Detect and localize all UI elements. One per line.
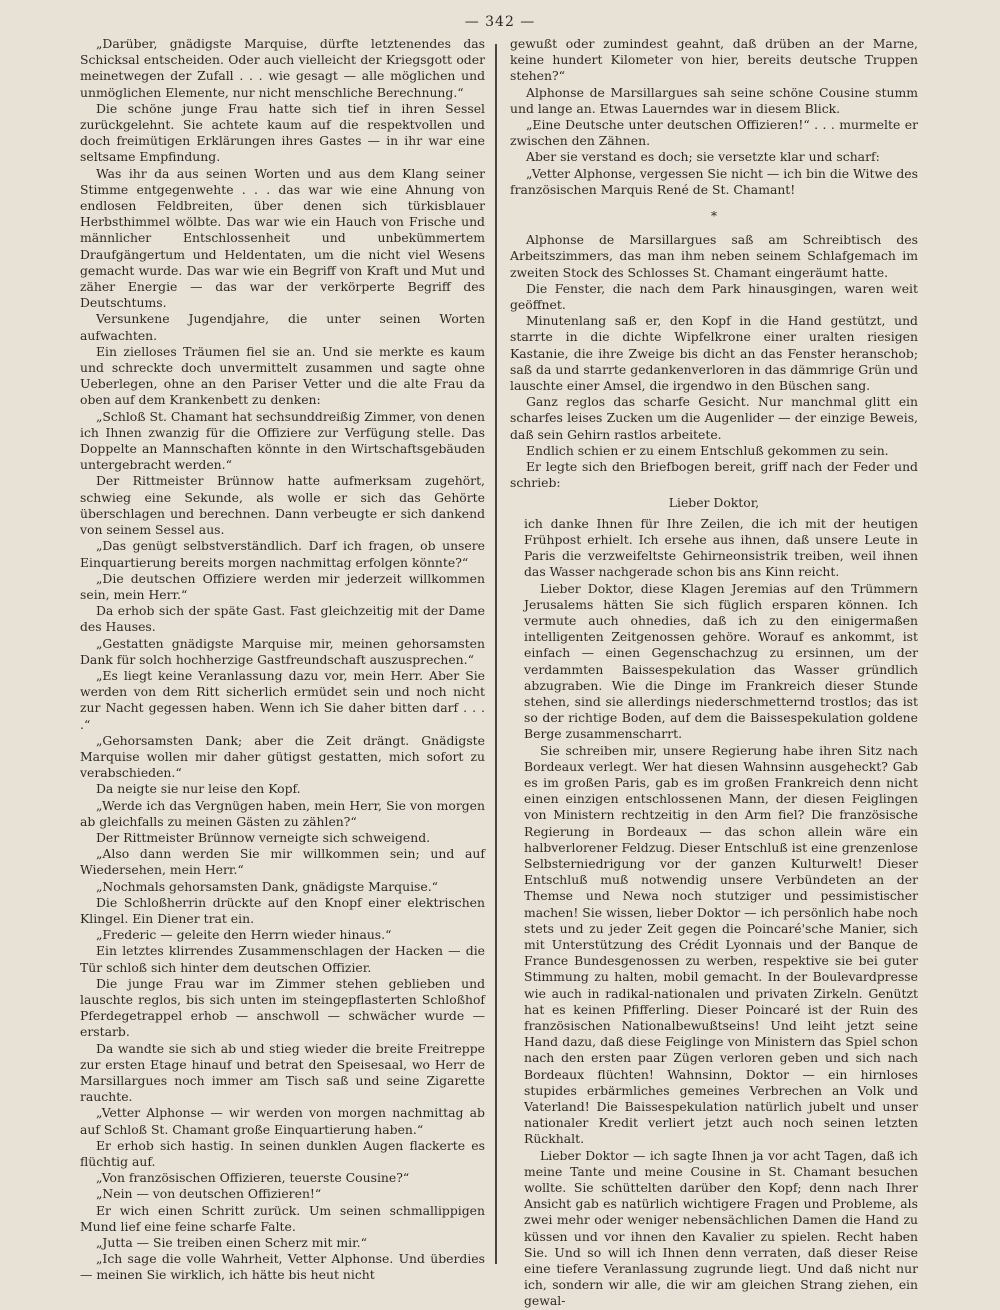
column-divider-rule bbox=[495, 44, 497, 1264]
paragraph: „Darüber, gnädigste Marquise, dürfte letztenendes das Schicksal entscheiden. Oder auch vielleicht der Kriegsgott oder meinetwegen der Zufall . . . wie gesagt — alle möglichen und unmöglichen Elemente, nur nicht menschliche Berechnung.“ bbox=[80, 36, 485, 100]
paragraph: Endlich schien er zu einem Entschluß gekommen zu sein. bbox=[526, 442, 889, 458]
paragraph: Die Schloßherrin drückte auf den Knopf einer elektrischen Klingel. Ein Diener trat ein. bbox=[80, 894, 485, 926]
paragraph: Lieber Doktor, diese Klagen Jeremias auf den Trümmern Jerusalems hätten Sie sich füglich ersparen können. Ich vermute auch ohnedies, daß ich zu den einigermaßen intelligenten Zeitgenossen gehöre. Worauf es ankommt, ist einfach — einen Gegenschachzug zu ersinnen, um der verdammten Baissespekulation das Wasser gründlich abzugraben. Wie die Dinge im Frankreich dieser Stunde stehen, sind sie allerdings niederschmetternd trostlos; das ist so der richtige Boden, auf dem die Baissespekulation goldene Berge zusammenscharrt. bbox=[524, 580, 918, 742]
paragraph: „Vetter Alphonse — wir werden von morgen nachmittag ab auf Schloß St. Chamant große Einquartierung haben.“ bbox=[80, 1105, 485, 1137]
paragraph: „Jutta — Sie treiben einen Scherz mit mir.“ bbox=[96, 1235, 367, 1251]
paragraph: Sie schreiben mir, unsere Regierung habe ihren Sitz nach Bordeaux verlegt. Wer hat diesen Wahnsinn ausgeheckt? Gab es im großen Paris, gab es im großen Frankreich denn nicht einen einzigen entschlossenen Mann, der diesen Feiglingen von Ministern rechtzeitig in den Arm fiel? Die französische Regierung in Bordeaux — das schon allein wäre ein halbverlorener Feldzug. Dieser Entschluß ist eine grenzenlose Selbsterniedrigung vor der ganzen Kulturwelt! Dieser Entschluß muß notwendig unsere Verbündeten an der Themse und Newa noch stutziger und pessimistischer machen! Sie wissen, lieber Doktor — ich persönlich habe noch stets und zu jeder Zeit gegen die Poincaré'sche Manier, sich mit Unterstützung des Crédit Lyonnais und der Banque de France Bundesgenossen zu werben, respektive sie bei guter Stimmung zu halten, mobil gemacht. In der Boulevardpresse wie auch in radikal-nationalen und privaten Zirkeln. Genützt hat es keinen Pfifferling. Dieser Poincaré ist der Ruin des französischen Nationalbewußtseins! Und leiht jetzt seine Hand dazu, daß diese Feiglinge von Ministern das Spiel schon nach den ersten paar Zügen verloren geben und sich nach Bordeaux flüchten! Wahnsinn, Doktor — ein hirnloses stupides erbärmliches gemeines Verbrechen an Volk und Vaterland! Die Baissespekulation natürlich jubelt und unser nationaler Kredit verliert jetzt auch noch seinen letzten Rückhalt. bbox=[524, 742, 918, 1147]
paragraph: Alphonse de Marsillargues saß am Schreibtisch des Arbeitszimmers, das man ihm neben seinem Schlafgemach im zweiten Stock des Schlosses St. Chamant eingeräumt hatte. bbox=[510, 232, 918, 280]
paragraph: „Also dann werden Sie mir willkommen sein; und auf Wiedersehen, mein Herr.“ bbox=[80, 846, 485, 878]
right-column bbox=[510, 36, 918, 1310]
paragraph: Lieber Doktor — ich sagte Ihnen ja vor acht Tagen, daß ich meine Tante und meine Cousine in St. Chamant besuchen wollte. Sie schüttelten darüber den Kopf; denn nach Ihrer Ansicht gab es natürlich wichtigere Fragen und Probleme, als zwei mehr oder weniger nebensächlichen Damen die Hand zu küssen und vor ihnen den Kavalier zu spielen. Recht haben Sie. Und so will ich Ihnen denn verraten, daß dieser Reise eine tiefere Veranlassung zugrunde liegt. Und daß nicht nur ich, sondern wir alle, die wir am gleichen Strang ziehen, ein gewal- bbox=[524, 1147, 918, 1309]
letter-body bbox=[510, 516, 918, 1310]
paragraph: Die schöne junge Frau hatte sich tief in ihren Sessel zurückgelehnt. Sie achtete kaum auf die respektvollen und doch freimütigen Erklärungen ihres Gastes — in ihr war eine seltsame Empfindung. bbox=[80, 100, 485, 165]
paragraph: „Es liegt keine Veranlassung dazu vor, mein Herr. Aber Sie werden von dem Ritt sicherlich ermüdet sein und noch nicht zur Nacht gegessen haben. Wenn ich Sie daher bitten darf . . . .“ bbox=[80, 667, 485, 732]
paragraph: Was ihr da aus seinen Worten und aus dem Klang seiner Stimme entgegenwehte . . . das war wie eine Ahnung von endlosen Feldbreiten, über denen sich türkisblauer Herbsthimmel wölbte. Das war wie ein Hauch von Frische und männlicher Entschlossenheit und unbekümmertem Draufgängertum und Heldentaten, um die nicht viel Wesens gemacht wurde. Das war wie ein Begriff von Kraft und Mut und zäher Energie — das war der verkörperte Begriff des Deutschtums. bbox=[80, 165, 485, 311]
paragraph: Ganz reglos das scharfe Gesicht. Nur manchmal glitt ein scharfes leises Zucken um die Augenlider — der einzige Beweis, daß sein Gehirn rastlos arbeitete. bbox=[510, 394, 918, 442]
paragraph: „Nochmals gehorsamsten Dank, gnädigste Marquise.“ bbox=[96, 878, 439, 894]
paragraph: „Vetter Alphonse, vergessen Sie nicht — ich bin die Witwe des französischen Marquis René de St. Chamant! bbox=[510, 165, 918, 197]
paragraph: Minutenlang saß er, den Kopf in die Hand gestützt, und starrte in die dichte Wipfelkrone einer uralten riesigen Kastanie, die ihre Zweige bis dicht an das Fenster heranschob; saß da und starrte gedankenverloren in das dämmrige Grün und lauschte einer Amsel, die irgendwo in den Büschen sang. bbox=[510, 313, 918, 394]
page-number: — 342 — bbox=[464, 14, 536, 30]
paragraph: „Die deutschen Offiziere werden mir jederzeit willkommen sein, mein Herr.“ bbox=[80, 570, 485, 602]
paragraph: „Nein — von deutschen Offizieren!“ bbox=[96, 1186, 322, 1202]
paragraph: „Werde ich das Vergnügen haben, mein Herr, Sie von morgen ab gleichfalls zu meinen Gästen zu zählen?“ bbox=[80, 797, 485, 829]
paragraph: „Schloß St. Chamant hat sechsunddreißig Zimmer, von denen ich Ihnen zwanzig für die Offiziere zur Verfügung stelle. Das Doppelte an Mannschaften könnte in den Wirtschaftsgebäuden untergebracht werden.“ bbox=[80, 408, 485, 473]
paragraph: „Von französischen Offizieren, teuerste Cousine?“ bbox=[96, 1170, 410, 1186]
paragraph: ich danke Ihnen für Ihre Zeilen, die ich mit der heutigen Frühpost erhielt. Ich ersehe aus ihnen, daß unsere Leute in Paris die verzweifeltste Gehirneonsistrik treiben, weil ihnen das Wasser nachgerade schon bis ans Kinn reicht. bbox=[524, 515, 918, 580]
paragraph: Ein zielloses Träumen fiel sie an. Und sie merkte es kaum und schreckte doch unvermittelt zusammen und sagte ohne Ueberlegen, ohne an den Pariser Vetter und die alte Frau da oben auf dem Krankenbett zu denken: bbox=[80, 343, 485, 408]
paragraph: Er legte sich den Briefbogen bereit, griff nach der Feder und schrieb: bbox=[510, 459, 918, 491]
paragraph: Da erhob sich der späte Gast. Fast gleichzeitig mit der Dame des Hauses. bbox=[80, 603, 485, 635]
paragraph: Der Rittmeister Brünnow verneigte sich schweigend. bbox=[96, 829, 431, 845]
right-column-middle bbox=[510, 232, 918, 491]
paragraph: Die junge Frau war im Zimmer stehen geblieben und lauschte reglos, bis sich unten im steingepflasterten Schloßhof Pferdegetrappel erhob — anschwoll — schwächer wurde — erstarb. bbox=[80, 975, 485, 1040]
paragraph: Der Rittmeister Brünnow hatte aufmerksam zugehört, schwieg eine Sekunde, als wolle er sich das Gehörte überschlagen und berechnen. Dann verbeugte er sich dankend von seinem Sessel aus. bbox=[80, 473, 485, 538]
paragraph: Er erhob sich hastig. In seinen dunklen Augen flackerte es flüchtig auf. bbox=[80, 1137, 485, 1170]
paragraph: Da neigte sie nur leise den Kopf. bbox=[96, 781, 301, 797]
paragraph: Ein letztes klirrendes Zusammenschlagen der Hacken — die Tür schloß sich hinter dem deutschen Offizier. bbox=[80, 943, 485, 975]
paragraph: Alphonse de Marsillargues sah seine schöne Cousine stumm und lange an. Etwas Lauerndes war in diesem Blick. bbox=[510, 84, 918, 116]
paragraph: „Frederic — geleite den Herrn wieder hinaus.“ bbox=[96, 927, 392, 943]
right-column-top bbox=[510, 36, 918, 198]
paragraph: gewußt oder zumindest geahnt, daß drüben an der Marne, keine hundert Kilometer von hier, bereits deutsche Truppen stehen?“ bbox=[510, 36, 918, 84]
paragraph: „Ich sage die volle Wahrheit, Vetter Alphonse. Und überdies — meinen Sie wirklich, ich hätte bis heut nicht bbox=[80, 1251, 485, 1283]
paragraph: „Gestatten gnädigste Marquise mir, meinen gehorsamsten Dank für solch hochherzige Gastfreundschaft auszusprechen.“ bbox=[80, 635, 485, 667]
paragraph: „Eine Deutsche unter deutschen Offizieren!“ . . . murmelte er zwischen den Zähnen. bbox=[510, 117, 918, 149]
paragraph: Er wich einen Schritt zurück. Um seinen schmallippigen Mund lief eine feine scharfe Falte. bbox=[80, 1202, 485, 1234]
paragraph: Aber sie verstand es doch; sie versetzte klar und scharf: bbox=[526, 149, 880, 165]
paragraph: Da wandte sie sich ab und stieg wieder die breite Freitreppe zur ersten Etage hinauf und betrat den Speisesaal, wo Herr de Marsillargues noch immer am Tisch saß und seine Zigarette rauchte. bbox=[80, 1040, 485, 1105]
paragraph: Die Fenster, die nach dem Park hinausgingen, waren weit geöffnet. bbox=[510, 280, 918, 313]
section-divider: * bbox=[711, 209, 717, 224]
paragraph: „Das genügt selbstverständlich. Darf ich fragen, ob unsere Einquartierung bereits morgen nachmittag erfolgen könnte?“ bbox=[80, 538, 485, 570]
paragraph: „Gehorsamsten Dank; aber die Zeit drängt. Gnädigste Marquise wollen mir daher gütigst gestatten, mich sofort zu verabschieden.“ bbox=[80, 732, 485, 781]
letter-greeting: Lieber Doktor, bbox=[668, 495, 760, 511]
left-column bbox=[80, 36, 485, 1284]
paragraph: Versunkene Jugendjahre, die unter seinen Worten aufwachten. bbox=[80, 311, 485, 343]
